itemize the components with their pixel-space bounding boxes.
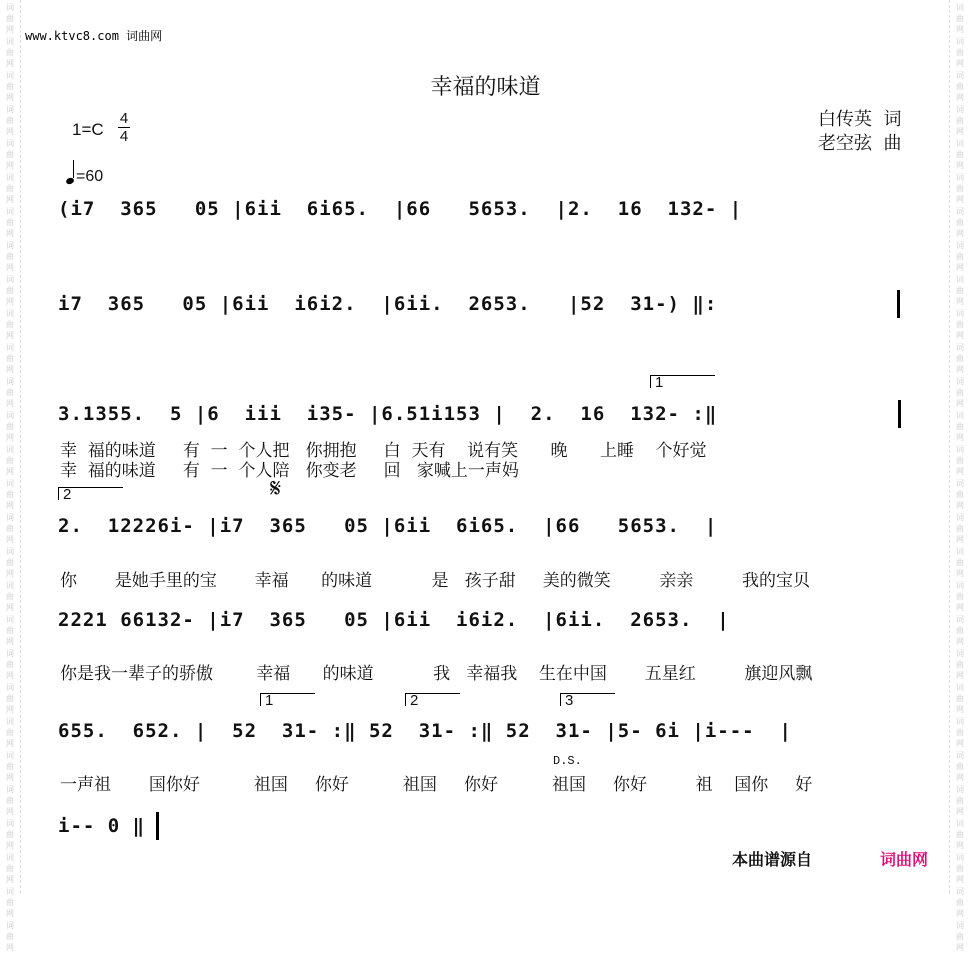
volta-bracket-1: 1 <box>650 375 715 388</box>
score-line-1: (i7 365 05 |6ii 6i65. |66 5653. |2. 16 132- | <box>58 198 743 220</box>
tempo-marking <box>66 163 103 186</box>
final-barline <box>156 812 159 840</box>
lyric-line-1: 幸 福的味道 有 一 个人把 你拥抱 白 天有 说有笑 晚 上睡 个好觉 <box>60 441 707 461</box>
lyric-line-3: 你 是她手里的宝 幸福 的味道 是 孩子甜 美的微笑 亲亲 我的宝贝 <box>60 571 811 591</box>
site-watermark: www.ktvc8.com 词曲网 <box>25 29 163 43</box>
right-watermark-border: 词 曲 网 词 曲 网 词 曲 网 词 曲 网 词 曲 网 词 曲 网 词 曲 网 词 曲 网 词 曲 网 词 曲 网 词 曲 网 词 曲 网 词 曲 网 词 曲 网 词 曲 网 词 曲 网 词 曲 网 词 曲 网 词 曲 网 词 曲 网 词 曲 网 词 曲 网 词 曲 网 词 曲 网 词 曲 网 词 曲 网 词 曲 网 词 曲 网 <box>949 0 970 893</box>
key-signature: 1=C <box>72 120 104 139</box>
site-logo-text[interactable]: 词曲网 <box>880 850 929 869</box>
quarter-note-icon <box>65 177 75 185</box>
lyric-line-2: 幸 福的味道 有 一 个人陪 你变老 回 家喊上一声妈 <box>60 461 519 481</box>
score-line-4: 2. 12226i- |i7 365 05 |6ii 6i65. |66 5653. | <box>58 515 718 537</box>
segno-sign: 𝄋 <box>270 474 282 504</box>
score-line-6: 655. 652. | 52 31- :‖ 52 31- :‖ 52 31- |5- 6i |i--- | <box>58 720 792 742</box>
time-signature-top: 4 <box>119 110 129 127</box>
composer-credit: 老空弦 曲 <box>818 133 902 154</box>
time-signature <box>118 110 130 145</box>
time-signature-bottom: 4 <box>119 128 129 145</box>
left-watermark-border: 词 曲 网 词 曲 网 词 曲 网 词 曲 网 词 曲 网 词 曲 网 词 曲 网 词 曲 网 词 曲 网 词 曲 网 词 曲 网 词 曲 网 词 曲 网 词 曲 网 词 曲 网 词 曲 网 词 曲 网 词 曲 网 词 曲 网 词 曲 网 词 曲 网 词 曲 网 词 曲 网 词 曲 网 词 曲 网 词 曲 网 词 曲 网 词 曲 网 <box>0 0 21 893</box>
repeat-end-barline <box>898 400 901 428</box>
volta-bracket-5: 3 <box>560 693 615 706</box>
volta-bracket-3: 1 <box>260 693 315 706</box>
credits <box>818 108 901 156</box>
score-line-7: i-- 0 ‖ <box>58 815 146 837</box>
source-label: 本曲谱源自 <box>732 850 813 869</box>
volta-bracket-2: 2 <box>58 487 123 500</box>
lyricist-credit: 白传英 词 <box>818 109 902 130</box>
tempo-value: =60 <box>76 168 104 185</box>
score-line-2: i7 365 05 |6ii i6i2. |6ii. 2653. |52 31-) ‖: <box>58 293 718 315</box>
score-line-3: 3.1355. 5 |6 iii i35- |6.51i153 | 2. 16 132- :‖ <box>58 403 718 425</box>
ds-marking: D.S. <box>553 754 582 768</box>
score-line-5: 2221 66132- |i7 365 05 |6ii i6i2. |6ii. 2653. | <box>58 609 730 631</box>
song-title: 幸福的味道 <box>430 75 541 100</box>
volta-bracket-4: 2 <box>405 693 460 706</box>
lyric-line-4: 你是我一辈子的骄傲 幸福 的味道 我 幸福我 生在中国 五星红 旗迎风飘 <box>60 664 813 684</box>
lyric-line-5: 一声祖 国你好 祖国 你好 祖国 你好 祖国 你好 祖 国你 好 <box>60 775 813 795</box>
repeat-start-barline <box>897 290 900 318</box>
